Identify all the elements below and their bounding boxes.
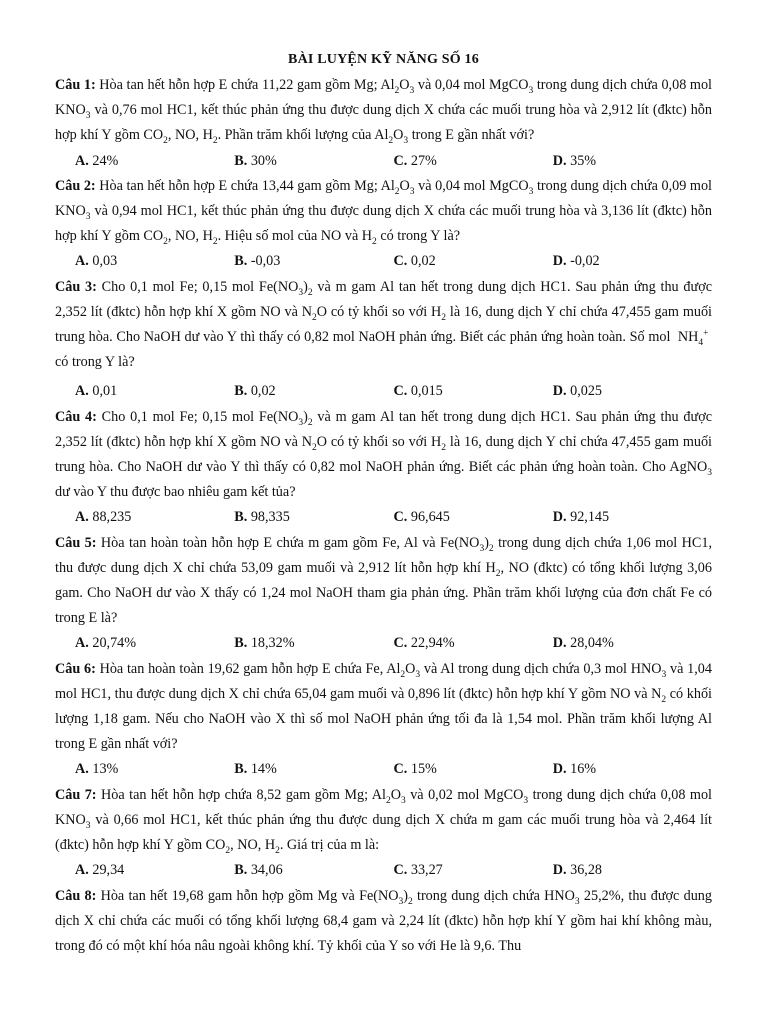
answer-option [394, 149, 553, 174]
answer-options [55, 858, 712, 883]
option-value: 0,02 [407, 253, 436, 270]
answer-option [234, 858, 393, 883]
option-letter: A. [75, 862, 89, 879]
option-letter: B. [234, 253, 248, 270]
question-list [55, 73, 712, 959]
option-letter: A. [75, 635, 89, 652]
answer-option [553, 379, 712, 404]
option-letter: D. [552, 253, 567, 270]
question-text: Hòa tan hết hỗn hợp chứa 8,52 gam gồm Mg; $Al_2O_3$ và 0,02 mol MgCO$_3$ trong dung dịch chứa 0,08 mol $KNO_3$ và 0,66 mol HC1, kết thúc phản ứng thu được dung dịch X chứa m gam các muối trung hòa và 2,464 lít (đktc) hỗn hợp khí Y gồm $CO_2$, NO, $H_2$. Giá trị của m là: [55, 786, 712, 856]
option-letter: B. [234, 862, 248, 879]
answer-options [55, 249, 712, 274]
question-7 [55, 783, 712, 859]
option-value: -0,02 [566, 253, 600, 270]
option-letter: C. [393, 635, 408, 652]
question-text: Hòa tan hết 19,68 gam hỗn hợp gồm Mg và $Fe(NO_3)_2$ trong dung dịch chứa $HNO_3$ 25,2%, thu được dung dịch X chỉ chứa các muối có tổng khối lượng 68,4 gam và 2,24 lít (đktc) hỗn hợp khí Y gồm hai khí không màu, trong đó có một khí hóa nâu ngoài không khí. Tỷ khối của Y so với He là 9,6. Thu [55, 887, 712, 954]
answer-options [55, 505, 712, 530]
page-title: BÀI LUYỆN KỸ NĂNG SỐ 16 [288, 52, 479, 67]
question-1 [55, 73, 712, 149]
option-letter: D. [552, 635, 567, 652]
option-value: 14% [247, 761, 277, 778]
answer-option [234, 379, 393, 404]
option-value: 22,94% [407, 635, 455, 652]
question-3 [55, 275, 712, 376]
option-value: -0,03 [247, 253, 281, 270]
question-label: Câu 7: [55, 786, 97, 803]
option-letter: A. [75, 253, 89, 270]
option-value: 27% [407, 152, 437, 169]
question-label: Câu 2: [55, 177, 96, 194]
question-label: Câu 1: [55, 77, 96, 93]
option-letter: C. [393, 862, 408, 879]
option-letter: B. [234, 152, 248, 169]
option-letter: C. [393, 761, 408, 778]
option-value: 30% [247, 152, 277, 169]
answer-option [394, 631, 553, 656]
answer-option [394, 757, 553, 782]
option-letter: B. [234, 635, 248, 652]
question-label: Câu 8: [55, 887, 97, 904]
option-letter: B. [234, 383, 248, 400]
answer-option [234, 757, 393, 782]
option-value: 16% [566, 761, 597, 778]
answer-option [75, 757, 234, 782]
answer-option [75, 249, 234, 274]
option-letter: A. [75, 152, 89, 169]
option-value: 0,025 [566, 383, 603, 400]
option-letter: C. [393, 383, 408, 400]
option-value: 18,32% [247, 635, 295, 652]
option-letter: D. [552, 383, 567, 400]
option-value: 24% [88, 152, 119, 169]
question-label: Câu 5: [55, 534, 97, 551]
option-letter: C. [393, 152, 408, 169]
option-letter: C. [393, 253, 408, 270]
option-value: 0,03 [88, 253, 118, 270]
option-letter: A. [75, 383, 89, 400]
option-value: 13% [88, 761, 119, 778]
question-label: Câu 6: [55, 660, 96, 677]
option-value: 88,235 [88, 509, 132, 526]
option-value: 33,27 [407, 862, 443, 879]
question-text: Hòa tan hết hỗn hợp E chứa 11,22 gam gồm Mg; $Al_2O_3$ và 0,04 mol MgCO$_3$ trong dung dịch chứa 0,08 mol $KNO_3$ và 0,76 mol HC1, kết thúc phản ứng thu được dung dịch X chứa các muối trung hòa và 2,912 lít (đktc) hỗn hợp khí Y gồm $CO_2$, NO, $H_2$. Phần trăm khối lượng của $Al_2O_3$ trong E gần nhất với? [55, 77, 712, 147]
option-value: 29,34 [88, 862, 125, 879]
answer-option [75, 505, 234, 530]
answer-options [55, 631, 712, 656]
answer-option [234, 505, 393, 530]
question-4 [55, 405, 712, 506]
answer-option [553, 505, 712, 530]
option-letter: A. [75, 761, 89, 778]
question-6 [55, 657, 712, 758]
option-letter: D. [552, 862, 567, 879]
answer-option [234, 149, 393, 174]
option-value: 36,28 [566, 862, 603, 879]
answer-option [75, 858, 234, 883]
question-text: Hòa tan hoàn toàn 19,62 gam hỗn hợp E chứa Fe, $Al_2O_3$ và Al trong dung dịch chứa 0,3 mol $HNO_3$ và 1,04 mol HC1, thu được dung dịch X chỉ chứa 65,04 gam muối và 0,896 lít (đktc) hỗn hợp khí Y gồm NO và $N_2$ có khối lượng 1,18 gam. Nếu cho NaOH vào X thì số mol NaOH phản ứng tối đa là 1,54 mol. Phần trăm khối lượng Al trong E gần nhất với? [55, 660, 712, 753]
answer-option [553, 631, 712, 656]
option-letter: B. [234, 509, 248, 526]
option-value: 34,06 [247, 862, 283, 879]
option-value: 92,145 [566, 509, 610, 526]
option-letter: C. [393, 509, 408, 526]
question-text: Cho 0,1 mol Fe; 0,15 mol $Fe(NO_3)_2$ và m gam Al tan hết trong dung dịch HC1. Sau phản ứng thu được 2,352 lít (đktc) hỗn hợp khí X gồm NO và $N_2O$ có tỷ khối so với $H_2$ là 16, dung dịch Y chỉ chứa 47,455 gam muối trung hòa. Cho NaOH dư vào Y thì thấy có 0,82 mol NaOH phản ứng. Biết các phản ứng hoàn toàn. Cho AgNO$_3$ dư vào Y thu được bao nhiêu gam kết tủa? [55, 408, 713, 501]
option-letter: D. [552, 761, 567, 778]
option-letter: A. [75, 509, 89, 526]
answer-options [55, 149, 712, 174]
answer-option [75, 149, 234, 174]
option-value: 28,04% [566, 635, 614, 652]
answer-option [553, 858, 712, 883]
question-label: Câu 4: [55, 408, 97, 425]
answer-option [394, 505, 553, 530]
question-8 [55, 884, 712, 960]
option-value: 98,335 [247, 509, 290, 526]
answer-option [234, 249, 393, 274]
answer-option [75, 379, 234, 404]
option-value: 0,02 [247, 383, 276, 400]
question-text: Hòa tan hết hỗn hợp E chứa 13,44 gam gồm Mg; $Al_2O_3$ và 0,04 mol MgCO$_3$ trong dung dịch chứa 0,09 mol $KNO_3$ và 0,94 mol HC1, kết thúc phản ứng thu được dung dịch X chứa các muối trung hòa và 3,136 lít (đktc) hỗn hợp khí Y gồm $CO_2$, NO, $H_2$. Hiệu số mol của NO và $H_2$ có trong Y là? [55, 177, 712, 248]
answer-option [394, 858, 553, 883]
option-value: 20,74% [88, 635, 137, 652]
answer-option [553, 249, 712, 274]
question-text: Cho 0,1 mol Fe; 0,15 mol $Fe(NO_3)_2$ và m gam Al tan hết trong dung dịch HC1. Sau phản ứng thu được 2,352 lít (đktc) hỗn hợp khí X gồm NO và $N_2O$ có tỷ khối so với $H_2$ là 16, dung dịch Y chỉ chứa 47,455 gam muối trung hòa. Cho NaOH dư vào Y thì thấy có 0,82 mol NaOH phản ứng. Biết các phản ứng hoàn toàn. Số mol $NH_4^+$ có trong Y là? [55, 278, 713, 371]
question-label: Câu 3: [55, 278, 97, 295]
option-value: 15% [407, 761, 437, 778]
answer-option [553, 149, 712, 174]
option-letter: B. [234, 761, 248, 778]
question-2 [55, 174, 712, 250]
answer-option [394, 379, 553, 404]
question-text: Hòa tan hoàn toàn hỗn hợp E chứa m gam gồm Fe, Al và $Fe(NO_3)_2$ trong dung dịch chứa 1,06 mol HC1, thu được dung dịch X chỉ chứa 53,09 gam muối và 2,912 lít hỗn hợp khí $H_2$, NO (đktc) có tổng khối lượng 3,06 gam. Cho NaOH dư vào X thấy có 1,24 mol NaOH tham gia phản ứng. Phần trăm khối lượng của đơn chất Fe có trong E là? [55, 534, 713, 627]
option-letter: D. [552, 509, 567, 526]
option-value: 35% [566, 152, 597, 169]
option-value: 0,015 [407, 383, 443, 400]
answer-option [75, 631, 234, 656]
answer-options [55, 757, 712, 782]
option-value: 96,645 [407, 509, 450, 526]
answer-options [55, 379, 712, 404]
question-5 [55, 531, 712, 632]
option-value: 0,01 [88, 383, 118, 400]
option-letter: D. [552, 152, 567, 169]
answer-option [553, 757, 712, 782]
answer-option [394, 249, 553, 274]
answer-option [234, 631, 393, 656]
